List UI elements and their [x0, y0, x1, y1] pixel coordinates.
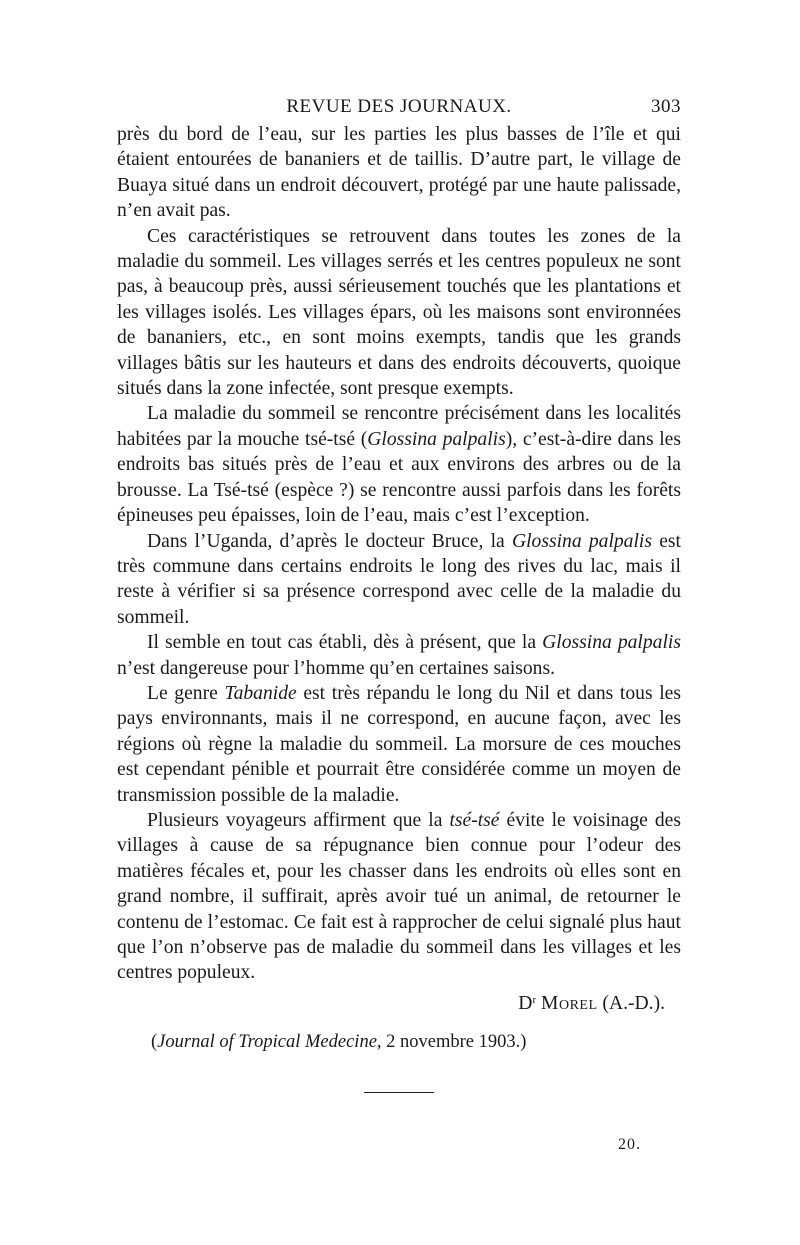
page-number: 303	[651, 96, 681, 117]
paragraph-3	[117, 401, 681, 528]
paragraph-7	[117, 808, 681, 986]
header-title: REVUE DES JOURNAUX.	[286, 96, 512, 117]
journal-page	[117, 92, 681, 1093]
source-open: (	[151, 1032, 158, 1053]
paragraph-3-text-a: La maladie du sommeil se rencontre précisément dans les localités habitées par la mouche tsé-tsé (	[117, 403, 681, 450]
paragraph-3-text-b: ), c’est-à-dire dans les endroits bas situés près de l’eau et aux environs des arbres ou de la brousse. La Tsé-tsé (espèce ?) se rencontre aussi parfois dans les forêts épineuses peu épaisses, loin de l’eau, mais c’est l’exception.	[117, 428, 682, 527]
paragraph-5-species: Glossina palpalis	[542, 632, 681, 654]
paragraph-5-text-a: Il semble en tout cas établi, dès à présent, que la	[147, 632, 543, 654]
paragraph-4	[117, 529, 681, 631]
paragraph-1: près du bord de l’eau, sur les parties les plus basses de l’île et qui étaient entourées de bananiers et de taillis. D’autre part, le village de Buaya situé dans un endroit découvert, protégé par une haute palissade, n’en avait pas.	[117, 124, 681, 222]
paragraph-6-text-b: est très répandu le long du Nil et dans tous les pays environnants, mais il ne correspond, en aucune façon, avec les régions où règne la maladie du sommeil. La morsure de ces mouches est cependant pénible et pourrait être considérée comme un moyen de transmission possible de la maladie.	[117, 682, 681, 806]
paragraph-5	[117, 630, 681, 681]
paragraph-2: Ces caractéristiques se retrouvent dans toutes les zones de la maladie du sommeil. Les villages serrés et les centres populeux ne sont pas, à beaucoup près, aussi sérieusement touchés que les plantations et les villages isolés. Les villages épars, où les maisons sont environnées de bananiers, etc., en sont moins exempts, tandis que les grands villages bâtis sur les hauteurs et dans des endroits découverts, quoique situés dans la zone infectée, sont presque exempts.	[117, 225, 681, 400]
source-journal: Journal of Tropical Medecine,	[157, 1032, 382, 1053]
paragraph-6-genus: Tabanide	[224, 682, 297, 704]
printer-signature-mark: 20.	[618, 1136, 641, 1153]
paragraph-4-text-a: Dans l’Uganda, d’après le docteur Bruce, la	[147, 530, 512, 552]
source-date: 2 novembre 1903.)	[381, 1032, 527, 1053]
paragraph-4-text-b: est très commune dans certains endroits le long des rives du lac, mais il reste à vérifier si sa présence correspond avec celle de la maladie du sommeil.	[117, 530, 681, 628]
running-header	[117, 92, 681, 122]
signature-initials: (A.-D.).	[602, 992, 665, 1014]
paragraph-6	[117, 681, 681, 808]
paragraph-3-species: Glossina palpalis	[367, 428, 506, 450]
signature-name: Morel	[541, 992, 598, 1014]
paragraph-7-text-b: évite le voisinage des villages à cause de sa répugnance bien connue pour l’odeur des matières fécales et, pour les chasser dans les endroits où elles sont en grand nombre, il suffirait, après avoir tué un animal, de retourner le contenu de l’estomac. Ce fait est à rapprocher de celui signalé plus haut que l’on n’observe pas de maladie du sommeil dans les villages et les centres populeux.	[117, 809, 681, 984]
paragraph-7-text-a: Plusieurs voyageurs affirment que la	[147, 809, 450, 831]
paragraph-4-species: Glossina palpalis	[511, 530, 652, 552]
source-citation	[117, 1030, 681, 1055]
article-body	[117, 122, 681, 986]
paragraph-5-text-b: n’est dangereuse pour l’homme qu’en certaines saisons.	[117, 657, 555, 679]
author-signature	[117, 988, 681, 1016]
signature-prefix: D	[518, 992, 533, 1014]
section-divider	[364, 1092, 434, 1093]
paragraph-7-species: tsé-tsé	[449, 809, 500, 831]
signature-prefix-sup: r	[532, 993, 537, 1006]
paragraph-6-text-a: Le genre	[147, 682, 225, 704]
